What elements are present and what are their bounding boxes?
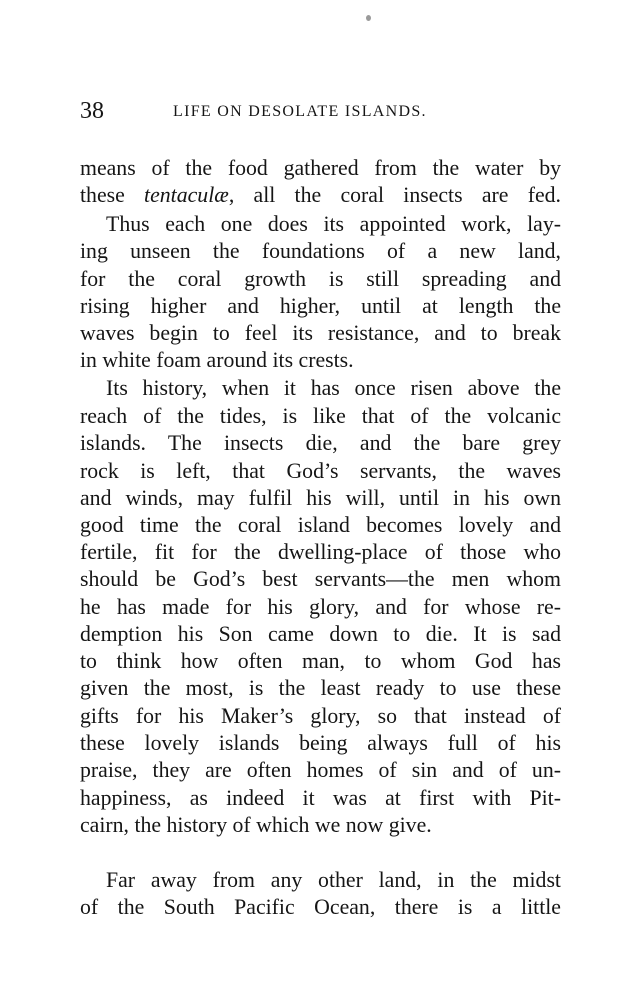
- running-head: LIFE ON DESOLATE ISLANDS.: [173, 103, 427, 120]
- text-line: [80, 703, 561, 730]
- text-run: demption his Son came down to die. It is sad: [80, 622, 561, 646]
- text-run: Its history, when it has once risen above the: [106, 376, 561, 400]
- text-line: [106, 375, 561, 402]
- text-line: [80, 648, 561, 675]
- ink-speck: [366, 15, 371, 21]
- text-line: [80, 757, 561, 784]
- text-run: happiness, as indeed it was at first with Pit-: [80, 786, 561, 810]
- text-line: [80, 266, 561, 293]
- text-run: should be God’s best servants—the men whom: [80, 567, 561, 591]
- text-run: means of the food gathered from the water by: [80, 156, 561, 180]
- text-line: [80, 238, 561, 265]
- text-run: given the most, is the least ready to use these: [80, 676, 561, 700]
- italic-term: tentaculæ: [144, 183, 229, 207]
- text-run: of the South Pacific Ocean, there is a little: [80, 895, 561, 919]
- text-line: [80, 485, 561, 512]
- text-run: , all the coral insects are fed.: [228, 183, 561, 207]
- text-line: [80, 894, 561, 921]
- text-run: in white foam around its crests.: [80, 348, 354, 372]
- text-run: Far away from any other land, in the midst: [106, 868, 561, 892]
- text-line: [80, 182, 561, 209]
- text-run: for the coral growth is still spreading and: [80, 267, 561, 291]
- text-line: [80, 512, 561, 539]
- text-line: [80, 812, 561, 839]
- text-run: waves begin to feel its resistance, and to break: [80, 321, 561, 345]
- text-run: these: [80, 183, 145, 207]
- text-run: and winds, may fulfil his will, until in his own: [80, 486, 561, 510]
- text-run: good time the coral island becomes lovely and: [80, 513, 561, 537]
- text-line: [80, 458, 561, 485]
- text-line: [80, 320, 561, 347]
- text-line: [80, 403, 561, 430]
- text-run: fertile, fit for the dwelling-place of those who: [80, 540, 561, 564]
- text-run: praise, they are often homes of sin and of un-: [80, 758, 561, 782]
- text-line: [80, 155, 561, 182]
- text-run: he has made for his glory, and for whose re-: [80, 595, 561, 619]
- text-line: [80, 730, 561, 757]
- text-run: reach of the tides, is like that of the volcanic: [80, 404, 561, 428]
- text-run: ing unseen the foundations of a new land,: [80, 239, 561, 263]
- text-line: [80, 621, 561, 648]
- text-run: to think how often man, to whom God has: [80, 649, 561, 673]
- text-line: [80, 430, 561, 457]
- text-line: [106, 211, 561, 238]
- text-line: [80, 675, 561, 702]
- text-line: [80, 539, 561, 566]
- text-run: rising higher and higher, until at length the: [80, 294, 561, 318]
- text-line: [80, 293, 561, 320]
- text-run: rock is left, that God’s servants, the waves: [80, 459, 561, 483]
- text-run: islands. The insects die, and the bare grey: [80, 431, 561, 455]
- text-line: [80, 347, 561, 374]
- page-number: 38: [80, 98, 104, 124]
- text-run: cairn, the history of which we now give.: [80, 813, 432, 837]
- text-line: [106, 867, 561, 894]
- text-run: these lovely islands being always full of his: [80, 731, 561, 755]
- text-line: [80, 566, 561, 593]
- text-line: [80, 594, 561, 621]
- text-run: gifts for his Maker’s glory, so that instead of: [80, 704, 561, 728]
- text-line: [80, 785, 561, 812]
- text-run: Thus each one does its appointed work, lay-: [106, 212, 561, 236]
- page-header: [80, 96, 550, 126]
